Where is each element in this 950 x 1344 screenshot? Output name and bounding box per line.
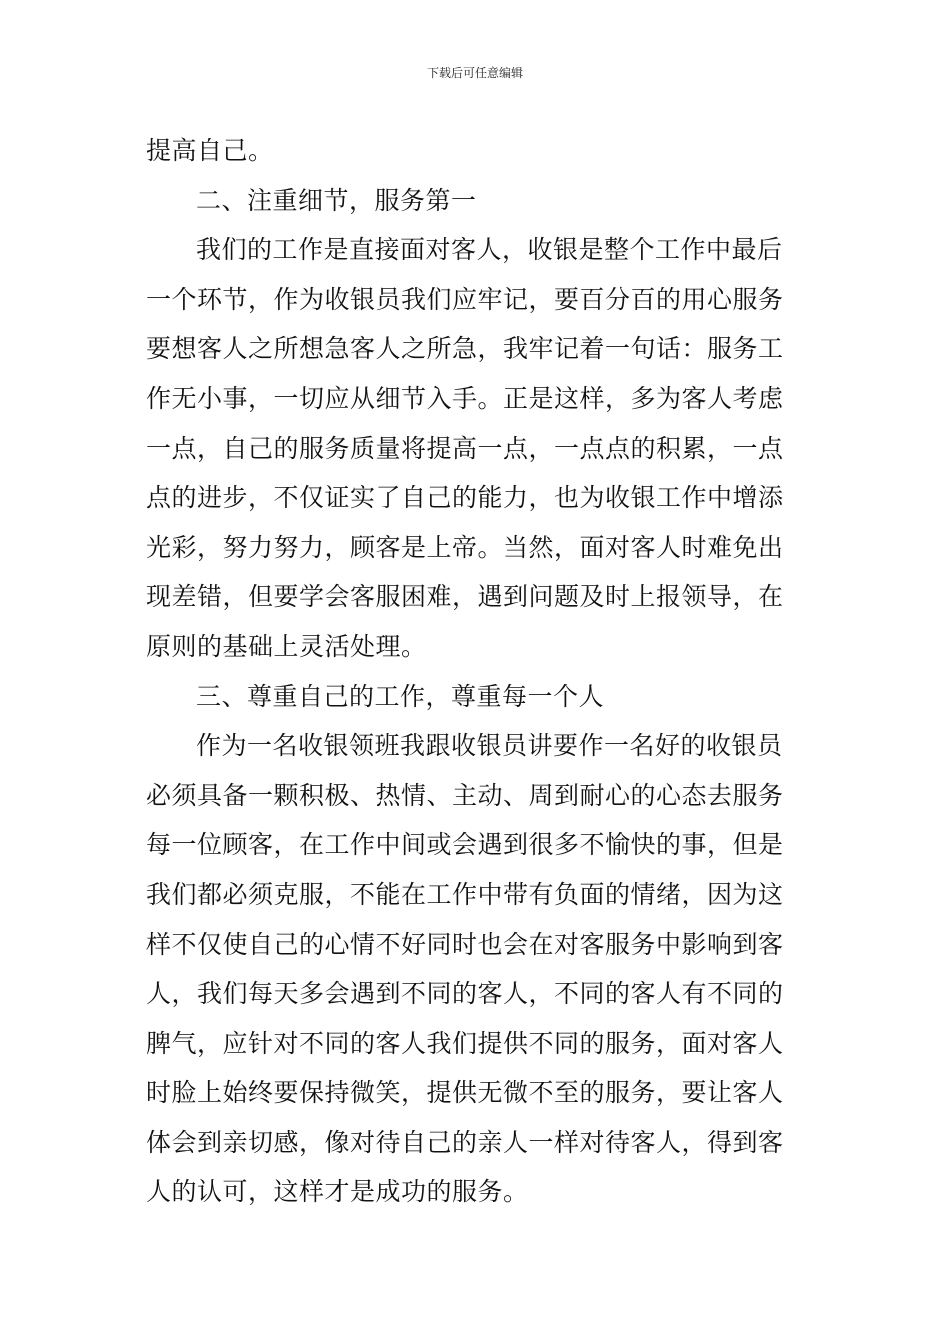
text-line: 原则的基础上灵活处理。: [146, 631, 427, 661]
text-line: 作无小事，一切应从细节入手。正是这样，多为客人考虑: [146, 383, 784, 413]
text-line: 现差错，但要学会客服困难，遇到问题及时上报领导，在: [146, 582, 784, 612]
text-line: 必须具备一颗积极、热情、主动、周到耐心的心态去服务: [146, 780, 784, 810]
page-header: 下载后可任意编辑: [426, 66, 523, 80]
text-line: 体会到亲切感，像对待自己的亲人一样对待客人，得到客: [146, 1127, 784, 1157]
text-line: 一点，自己的服务质量将提高一点，一点点的积累，一点: [146, 433, 784, 463]
text-line: 一个环节，作为收银员我们应牢记，要百分百的用心服务: [146, 284, 784, 314]
text-line: 点的进步，不仅证实了自己的能力，也为收银工作中增添: [146, 483, 784, 513]
text-line: 每一位顾客，在工作中间或会遇到很多不愉快的事，但是: [146, 830, 784, 860]
text-line: 光彩，努力努力，顾客是上帝。当然，面对客人时难免出: [146, 532, 784, 562]
text-line: 人的认可，这样才是成功的服务。: [146, 1177, 529, 1207]
text-line: 脾气，应针对不同的客人我们提供不同的服务，面对客人: [146, 1028, 784, 1058]
text-line: 时脸上始终要保持微笑，提供无微不至的服务，要让客人: [146, 1078, 784, 1108]
text-line: 提高自己。: [146, 136, 274, 165]
section-heading: 二、注重细节，服务第一: [196, 185, 477, 215]
text-line: 要想客人之所想急客人之所急，我牢记着一句话：服务工: [146, 334, 784, 364]
text-line: 作为一名收银领班我跟收银员讲要作一名好的收银员: [196, 731, 783, 761]
section-heading: 三、尊重自己的工作，尊重每一个人: [196, 681, 605, 711]
text-line: 我们的工作是直接面对客人，收银是整个工作中最后: [196, 235, 783, 265]
document-body: [146, 126, 810, 1217]
text-line: 人，我们每天多会遇到不同的客人，不同的客人有不同的: [146, 979, 784, 1009]
text-line: 样不仅使自己的心情不好同时也会在对客服务中影响到客: [146, 929, 784, 959]
text-line: 我们都必须克服，不能在工作中带有负面的情绪，因为这: [146, 879, 784, 909]
